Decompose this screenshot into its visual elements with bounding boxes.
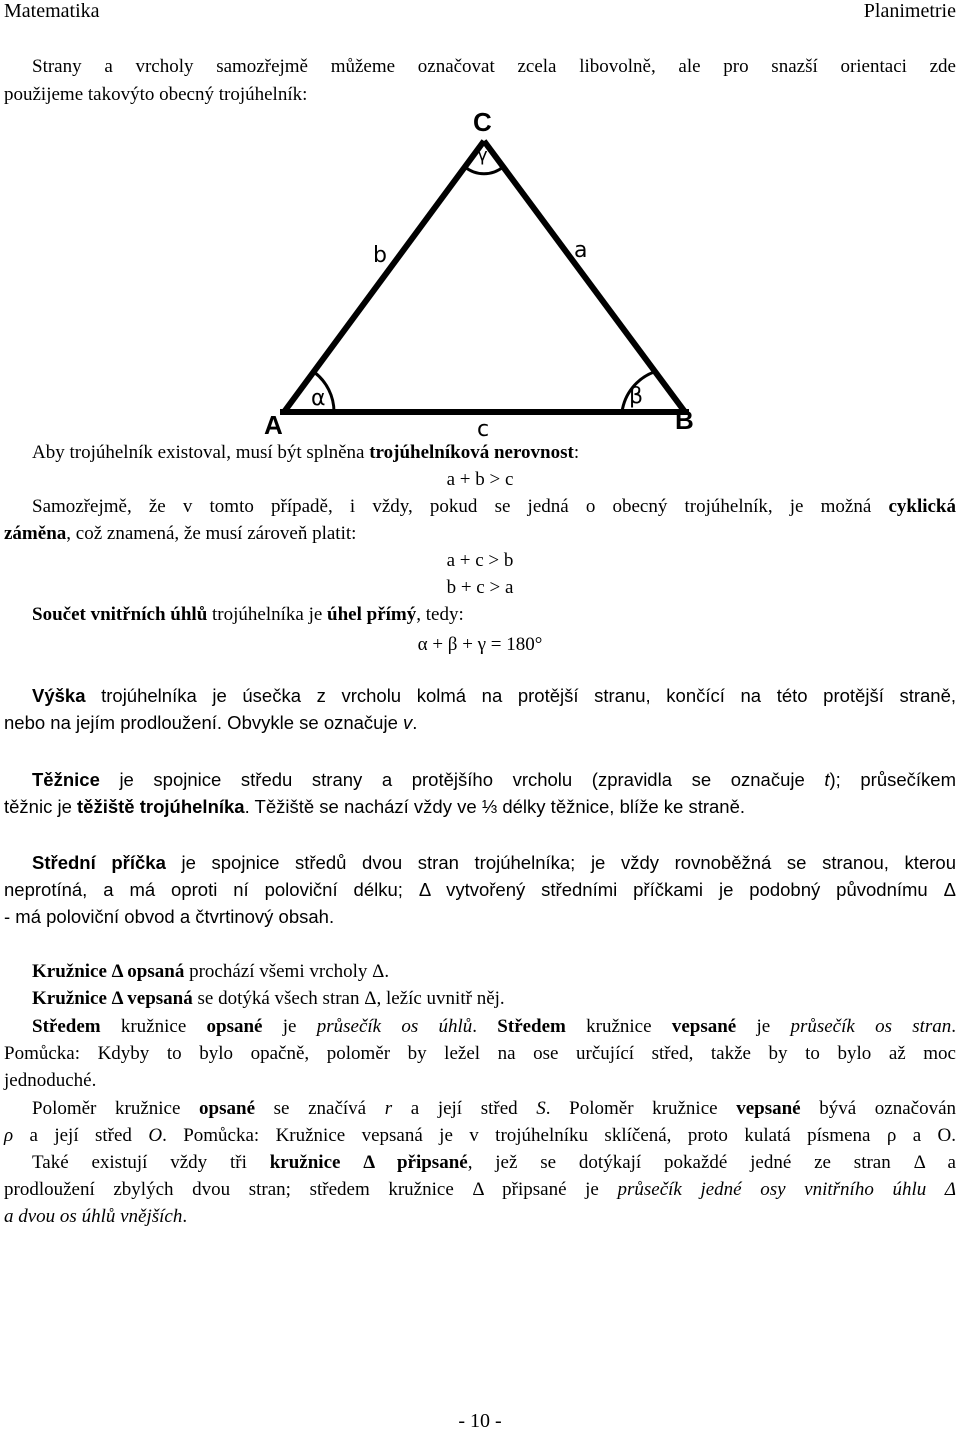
side-b-line — [284, 141, 484, 412]
excircle-line-2: prodloužení zbylých dvou stran; středem kružnice Δ připsané je průsečík jedné osy vnitřního úhlu Δ — [4, 1179, 957, 1200]
vertex-a-label: A — [264, 410, 283, 440]
midline-line-1: Střední příčka je spojnice středů dvou stran trojúhelníka; je vždy rovnoběžná se stranou, kterou — [32, 852, 956, 873]
equation-a-c-b: a + c > b — [446, 550, 514, 571]
angle-beta-label: β — [629, 384, 644, 409]
header-subject: Matematika — [4, 0, 100, 22]
height-line-2: nebo na jejím prodloužení. Obvykle se označuje v. — [4, 712, 418, 733]
centers-line: Středem kružnice opsané je průsečík os úhlů. Středem kružnice vepsané je průsečík os stran. — [32, 1016, 957, 1037]
excircle-line-3: a dvou os úhlů vnějších. — [4, 1206, 188, 1227]
page-number: - 10 - — [458, 1410, 502, 1432]
triangle-figure — [0, 100, 960, 440]
median-line-2: těžnic je těžiště trojúhelníka. Těžiště se nachází vždy ve ⅓ délky těžnice, blíže ke straně. — [4, 796, 746, 817]
midline-line-2: neprotíná, a má oproti ní poloviční délku; Δ vytvořený středními příčkami je podobný původnímu Δ — [4, 879, 956, 900]
radius-line-1: Poloměr kružnice opsané se značívá r a její střed S. Poloměr kružnice vepsané bývá označován — [32, 1098, 957, 1119]
side-a-line — [484, 141, 685, 412]
hint-line-2: jednoduché. — [4, 1070, 97, 1091]
vertex-b-label: B — [675, 405, 694, 435]
cyclic-line-2: záměna, což znamená, že musí zároveň platit: — [4, 523, 357, 544]
side-a-label: a — [574, 238, 588, 263]
angle-gamma-label: γ — [477, 145, 488, 166]
inequality-line: Aby trojúhelník existoval, musí být splněna trojúhelníková nerovnost: — [32, 442, 580, 463]
incircle-line: Kružnice Δ vepsaná se dotýká všech stran Δ, ležíc uvnitř něj. — [32, 988, 505, 1009]
vertex-c-label: C — [473, 107, 492, 137]
term-triangle-inequality: trojúhelníková nerovnost — [369, 442, 574, 463]
excircle-line-1: Také existují vždy tři kružnice Δ připsané, jež se dotýkají pokaždé jedné ze stran Δ a — [32, 1152, 956, 1173]
median-line-1: Těžnice je spojnice středu strany a protějšího vrcholu (zpravidla se označuje t); průsečíkem — [32, 769, 956, 790]
side-c-label: c — [477, 417, 490, 440]
side-b-label: b — [373, 243, 387, 268]
radius-line-2: ρ a její střed O. Pomůcka: Kružnice vepsaná je v trojúhelníku sklíčená, proto kulatá písmena ρ a O. — [4, 1125, 956, 1146]
hint-line-1: Pomůcka: Kdyby to bylo opačně, poloměr by ležel na ose určující střed, takže by to bylo až moc — [4, 1043, 956, 1064]
angle-gamma-arc — [465, 167, 503, 174]
height-line-1: Výška trojúhelníka je úsečka z vrcholu kolmá na protější stranu, končící na této protější straně, — [32, 685, 956, 706]
equation-a-b-c: a + b > c — [446, 469, 514, 490]
equation-angle-sum: α + β + γ = 180° — [417, 634, 543, 655]
header-topic: Planimetrie — [863, 0, 956, 22]
cyclic-line-1: Samozřejmě, že v tomto případě, i vždy, pokud se jedná o obecný trojúhelník, je možná cyklická — [32, 496, 956, 517]
intro-line-2: použijeme takovýto obecný trojúhelník: — [4, 84, 308, 105]
circumcircle-line: Kružnice Δ opsaná prochází všemi vrcholy Δ. — [32, 961, 390, 982]
angle-sum-line: Součet vnitřních úhlů trojúhelníka je úhel přímý, tedy: — [32, 604, 464, 625]
intro-line-1: Strany a vrcholy samozřejmě můžeme označovat zcela libovolně, ale pro snazší orientaci zde — [32, 56, 956, 77]
midline-line-3: - má poloviční obvod a čtvrtinový obsah. — [4, 906, 335, 927]
angle-alpha-label: α — [311, 386, 326, 411]
equation-b-c-a: b + c > a — [446, 577, 514, 598]
